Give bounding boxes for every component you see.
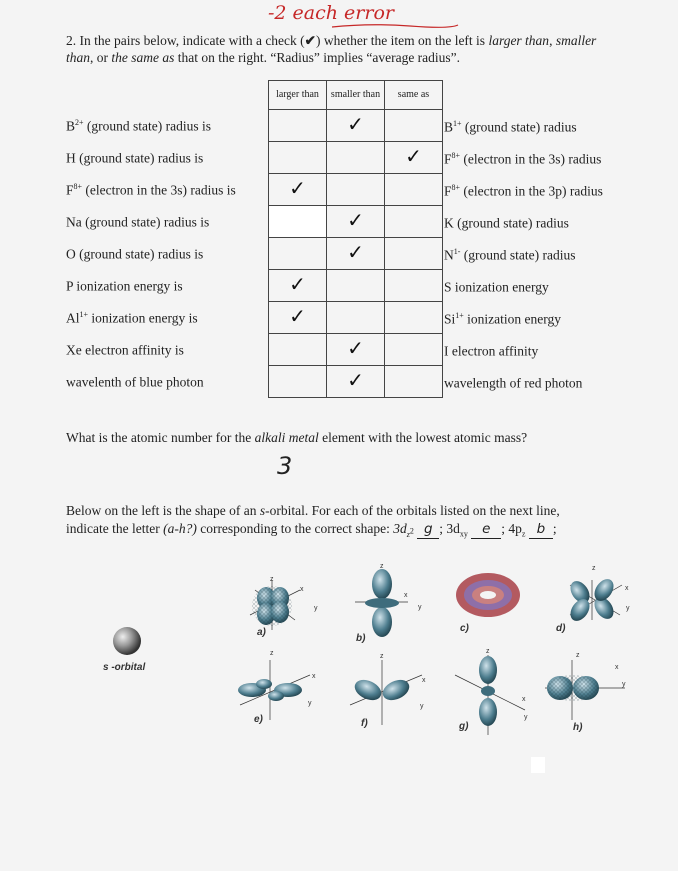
cell-larger <box>269 302 327 334</box>
table-row <box>269 270 443 302</box>
table-row <box>269 110 443 142</box>
orbital-label-e: e) <box>254 714 263 725</box>
axis-y-f: y <box>420 703 424 710</box>
orbital-label-d: d) <box>556 623 566 634</box>
table-row <box>269 174 443 206</box>
cell-larger <box>269 206 327 238</box>
paper-blemish <box>531 757 545 773</box>
axis-y-e: y <box>308 700 312 707</box>
cell-same <box>385 110 443 142</box>
grading-note: -2 each error <box>268 2 394 24</box>
row-left-label: $F^{8+}$ (electron in the 3s) radius is <box>66 182 236 198</box>
cell-smaller <box>327 238 385 270</box>
check-mark-icon: ✓ <box>289 178 306 200</box>
orbital-label-a: a) <box>257 627 266 638</box>
comparison-table <box>268 80 443 398</box>
row-left-label: Xe electron affinity is <box>66 342 184 358</box>
header-larger: larger than <box>269 81 327 110</box>
axis-y-b: y <box>418 604 422 611</box>
cell-larger <box>269 174 327 206</box>
axis-x-g: x <box>522 696 526 703</box>
axis-y-h: y <box>622 681 626 688</box>
orbital-label-g: g) <box>459 721 469 732</box>
orbital-diagrams <box>230 560 650 740</box>
check-mark-icon: ✓ <box>347 242 364 264</box>
cell-larger <box>269 270 327 302</box>
axis-y-d: y <box>626 605 630 612</box>
row-right-label: S ionization energy <box>444 279 549 295</box>
cell-same <box>385 238 443 270</box>
row-left-label: O (ground state) radius is <box>66 246 204 262</box>
check-mark-icon: ✓ <box>347 338 364 360</box>
row-left-label: H (ground state) radius is <box>66 150 204 166</box>
cell-larger <box>269 334 327 366</box>
cell-larger <box>269 142 327 174</box>
axis-z-e: z <box>270 650 274 657</box>
row-left-label: Na (ground state) radius is <box>66 214 210 230</box>
axis-z-g: z <box>486 648 490 655</box>
cell-smaller <box>327 206 385 238</box>
table-row <box>269 142 443 174</box>
question-2-text: 2. In the pairs below, indicate with a check (✔) whether the item on the left is larger than, smaller than, or the same as that on the right. “Radius” implies “average radius”. <box>66 33 597 65</box>
atomic-number-answer: 3 <box>277 452 293 480</box>
cell-same <box>385 174 443 206</box>
check-mark-icon: ✓ <box>347 114 364 136</box>
cell-smaller <box>327 270 385 302</box>
note-underline <box>330 22 460 30</box>
check-mark-icon: ✓ <box>405 146 422 168</box>
axis-x-b: x <box>404 592 408 599</box>
cell-larger <box>269 238 327 270</box>
axis-x-e: x <box>312 673 316 680</box>
check-mark-icon: ✓ <box>347 370 364 392</box>
cell-same <box>385 366 443 398</box>
cell-smaller <box>327 366 385 398</box>
cell-smaller <box>327 142 385 174</box>
row-right-label: $B^{1+}$ (ground state) radius <box>444 119 577 135</box>
atomic-number-question: What is the atomic number for the alkali metal element with the lowest atomic mass? <box>66 430 528 445</box>
header-same: same as <box>385 81 443 110</box>
row-right-label: I electron affinity <box>444 343 539 359</box>
answer-3dxy: e <box>471 520 501 539</box>
orbital-question: Below on the left is the shape of an s-orbital. For each of the orbitals listed on the next line, indicate the letter (a-h?) corresponding to the correct shape: $3d_{z^2}$ g ; $3d_{xy}$ e ; $4p_z$ b ; <box>66 503 560 539</box>
row-right-label: $N^{1-}$ (ground state) radius <box>444 247 576 263</box>
row-left-label: $Al^{1+}$ ionization energy is <box>66 310 198 326</box>
axis-z-b: z <box>380 563 384 570</box>
cell-larger <box>269 366 327 398</box>
orbital-label-h: h) <box>573 722 583 733</box>
axis-z-d: z <box>592 565 596 572</box>
row-left-label: $B^{2+}$ (ground state) radius is <box>66 118 212 134</box>
orbital-label-b: b) <box>356 633 366 644</box>
table-row <box>269 366 443 398</box>
table-row <box>269 206 443 238</box>
cell-smaller <box>327 174 385 206</box>
cell-same <box>385 334 443 366</box>
row-left-label: P ionization energy is <box>66 278 183 294</box>
axis-y-g: y <box>524 714 528 721</box>
check-mark-icon: ✓ <box>289 306 306 328</box>
check-mark-icon: ✓ <box>347 210 364 232</box>
answer-3dz2: g <box>417 520 439 539</box>
check-mark-icon: ✓ <box>289 274 306 296</box>
header-smaller: smaller than <box>327 81 385 110</box>
cell-same <box>385 302 443 334</box>
row-right-label: $F^{8+}$ (electron in the 3p) radius <box>444 183 603 199</box>
row-right-label: $F^{8+}$ (electron in the 3s) radius <box>444 151 602 167</box>
cell-smaller <box>327 334 385 366</box>
axis-z-a: z <box>270 576 274 583</box>
row-left-label: wavelenth of blue photon <box>66 374 204 390</box>
orbital-label-c: c) <box>460 623 469 634</box>
table-row <box>269 302 443 334</box>
cell-smaller <box>327 302 385 334</box>
cell-smaller <box>327 110 385 142</box>
cell-larger <box>269 110 327 142</box>
table-header-row <box>269 81 443 110</box>
table-row <box>269 334 443 366</box>
row-right-label: wavelength of red photon <box>444 375 583 391</box>
cell-same <box>385 142 443 174</box>
row-right-label: $Si^{1+}$ ionization energy <box>444 311 562 327</box>
axis-x-f: x <box>422 677 426 684</box>
answer-4pz: b <box>529 520 553 539</box>
axis-x-h: x <box>615 664 619 671</box>
row-right-label: K (ground state) radius <box>444 215 569 231</box>
cell-same <box>385 206 443 238</box>
s-orbital-label: s -orbital <box>103 662 146 673</box>
axis-x-d: x <box>625 585 629 592</box>
axis-z-f: z <box>380 653 384 660</box>
table-row <box>269 238 443 270</box>
orbital-label-f: f) <box>361 718 368 729</box>
axis-z-h: z <box>576 652 580 659</box>
axis-x-a: x <box>300 586 304 593</box>
axis-y-a: y <box>314 605 318 612</box>
cell-same <box>385 270 443 302</box>
s-orbital-sphere <box>110 624 150 664</box>
